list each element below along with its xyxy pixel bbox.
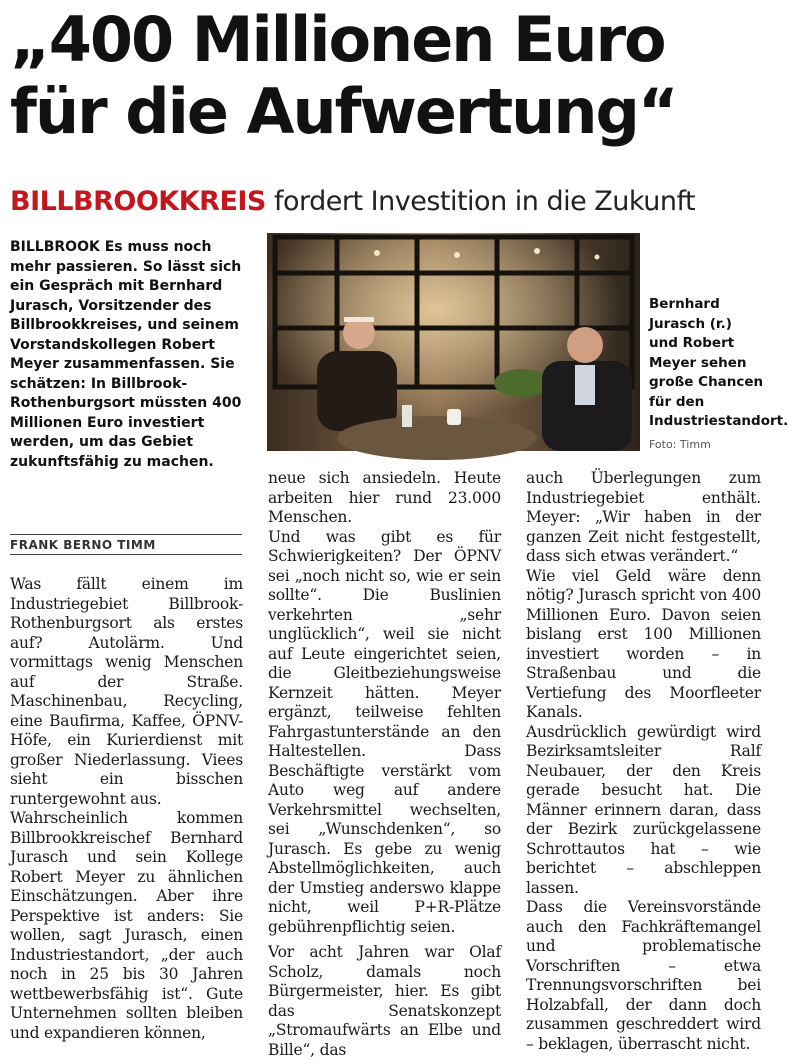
photo-illustration (267, 233, 640, 451)
article-column-3 (526, 469, 761, 1054)
lead-paragraph: BILLBROOK Es muss noch mehr passieren. So lässt sich ein Gespräch mit Bernhard Jurasch, Vorsitzender des Billbrookkreises, und seinem Vorstandskollegen Robert Meyer zusammenfassen. Sie schätzen: In Billbrook-Rothenburgsort müssten 400 Millionen Euro investiert werden, um das Gebiet zukunftsfähig zu machen. (10, 239, 242, 470)
paragraph: Wahrscheinlich kommen Billbrookkreischef Bernhard Jurasch und sein Kollege Robert Meyer zu ähnlichen Einschätzungen. Aber ihre Perspektive ist anders: Sie wollen, sagt Jurasch, einen Industriestandort, „der auch noch in 25 bis 30 Jahren wettbewerbsfähig ist“. Gute Unternehmen sollten bleiben und expandieren können, (10, 809, 243, 1042)
headline (10, 4, 765, 148)
paragraph: Dass die Vereinsvorstände auch den Fachkräftemangel und problematische Vorschriften – etwa Trennungsvorschriften bei Holzabfall, der dann doch zusammen geschreddert wird – beklagen, überrascht nicht. (526, 898, 761, 1053)
paragraph: neue sich ansiedeln. Heute arbeiten hier rund 23.000 Menschen. (268, 469, 501, 526)
photo-caption: Bernhard Jurasch (r.) und Robert Meyer sehen große Chancen für den Industriestandort. (649, 296, 788, 429)
paragraph: Ausdrücklich gewürdigt wird Bezirksamtsleiter Ralf Neubauer, der den Kreis gerade besucht hat. Die Männer erinnern daran, dass der Bezirk zurückgelassene Schrottautos hat – wie berichtet – abschleppen lassen. (526, 722, 761, 897)
article-column-2 (268, 469, 501, 1060)
paragraph: Was fällt einem im Industriegebiet Billbrook-Rothenburgsort als erstes auf? Autolärm. Und vormittags wenig Menschen auf der Straße. Maschinenbau, Recycling, eine Baufirma, Kaffee, ÖPNV-Höfe, ein Kurierdienst mit großer Niederlassung. Viees sieht ein bisschen runtergewohnt aus. (10, 575, 243, 808)
paragraph: Wie viel Geld wäre denn nötig? Jurasch spricht von 400 Millionen Euro. Davon seien bislang erst 100 Millionen investiert worden – in Straßenbau und die Vertiefung des Moorfleeter Kanals. (526, 566, 761, 721)
paragraph: Und was gibt es für Schwierigkeiten? Der ÖPNV sei „noch nicht so, wie er sein sollte“. Die Buslinien verkehrten „sehr unglücklich“, weil sie nicht auf Leute eingerichtet seien, die Gleitbeziehungsweise Kernzeit hätten. Meyer ergänzt, teilweise fehlten Fahrgastunterstände an den Haltestellen. Dass Beschäftigte verstärkt vom Auto weg auf andere Verkehrsmittel wechselten, sei „Wunschdenken“, so Jurasch. Es gebe zu wenig Abstellmöglichkeiten, auch der Umstieg anderswo klappe nicht, weil P+R-Plätze gebührenpflichtig seien. (268, 527, 501, 936)
article-column-1 (10, 575, 243, 1043)
paragraph: Vor acht Jahren war Olaf Scholz, damals noch Bürgermeister, hier. Es gibt das Senatskonzept „Stromaufwärts an Elbe und Bille“, das (268, 943, 501, 1059)
subheadline (10, 185, 765, 219)
article-photo (267, 233, 640, 451)
photo-credit: Foto: Timm (649, 438, 711, 451)
headline-line-1: „400 Millionen Euro (10, 3, 665, 76)
headline-line-2: für die Aufwertung“ (10, 75, 677, 148)
subhead-kicker: BILLBROOKKREIS (10, 186, 266, 217)
subhead-text: fordert Investition in die Zukunft (273, 186, 696, 217)
author-byline: FRANK BERNO TIMM (10, 534, 242, 555)
paragraph: auch Überlegungen zum Industriegebiet enthält. Meyer: „Wir haben in der ganzen Zeit nicht festgestellt, dass sich etwas verändert.“ (526, 469, 761, 565)
